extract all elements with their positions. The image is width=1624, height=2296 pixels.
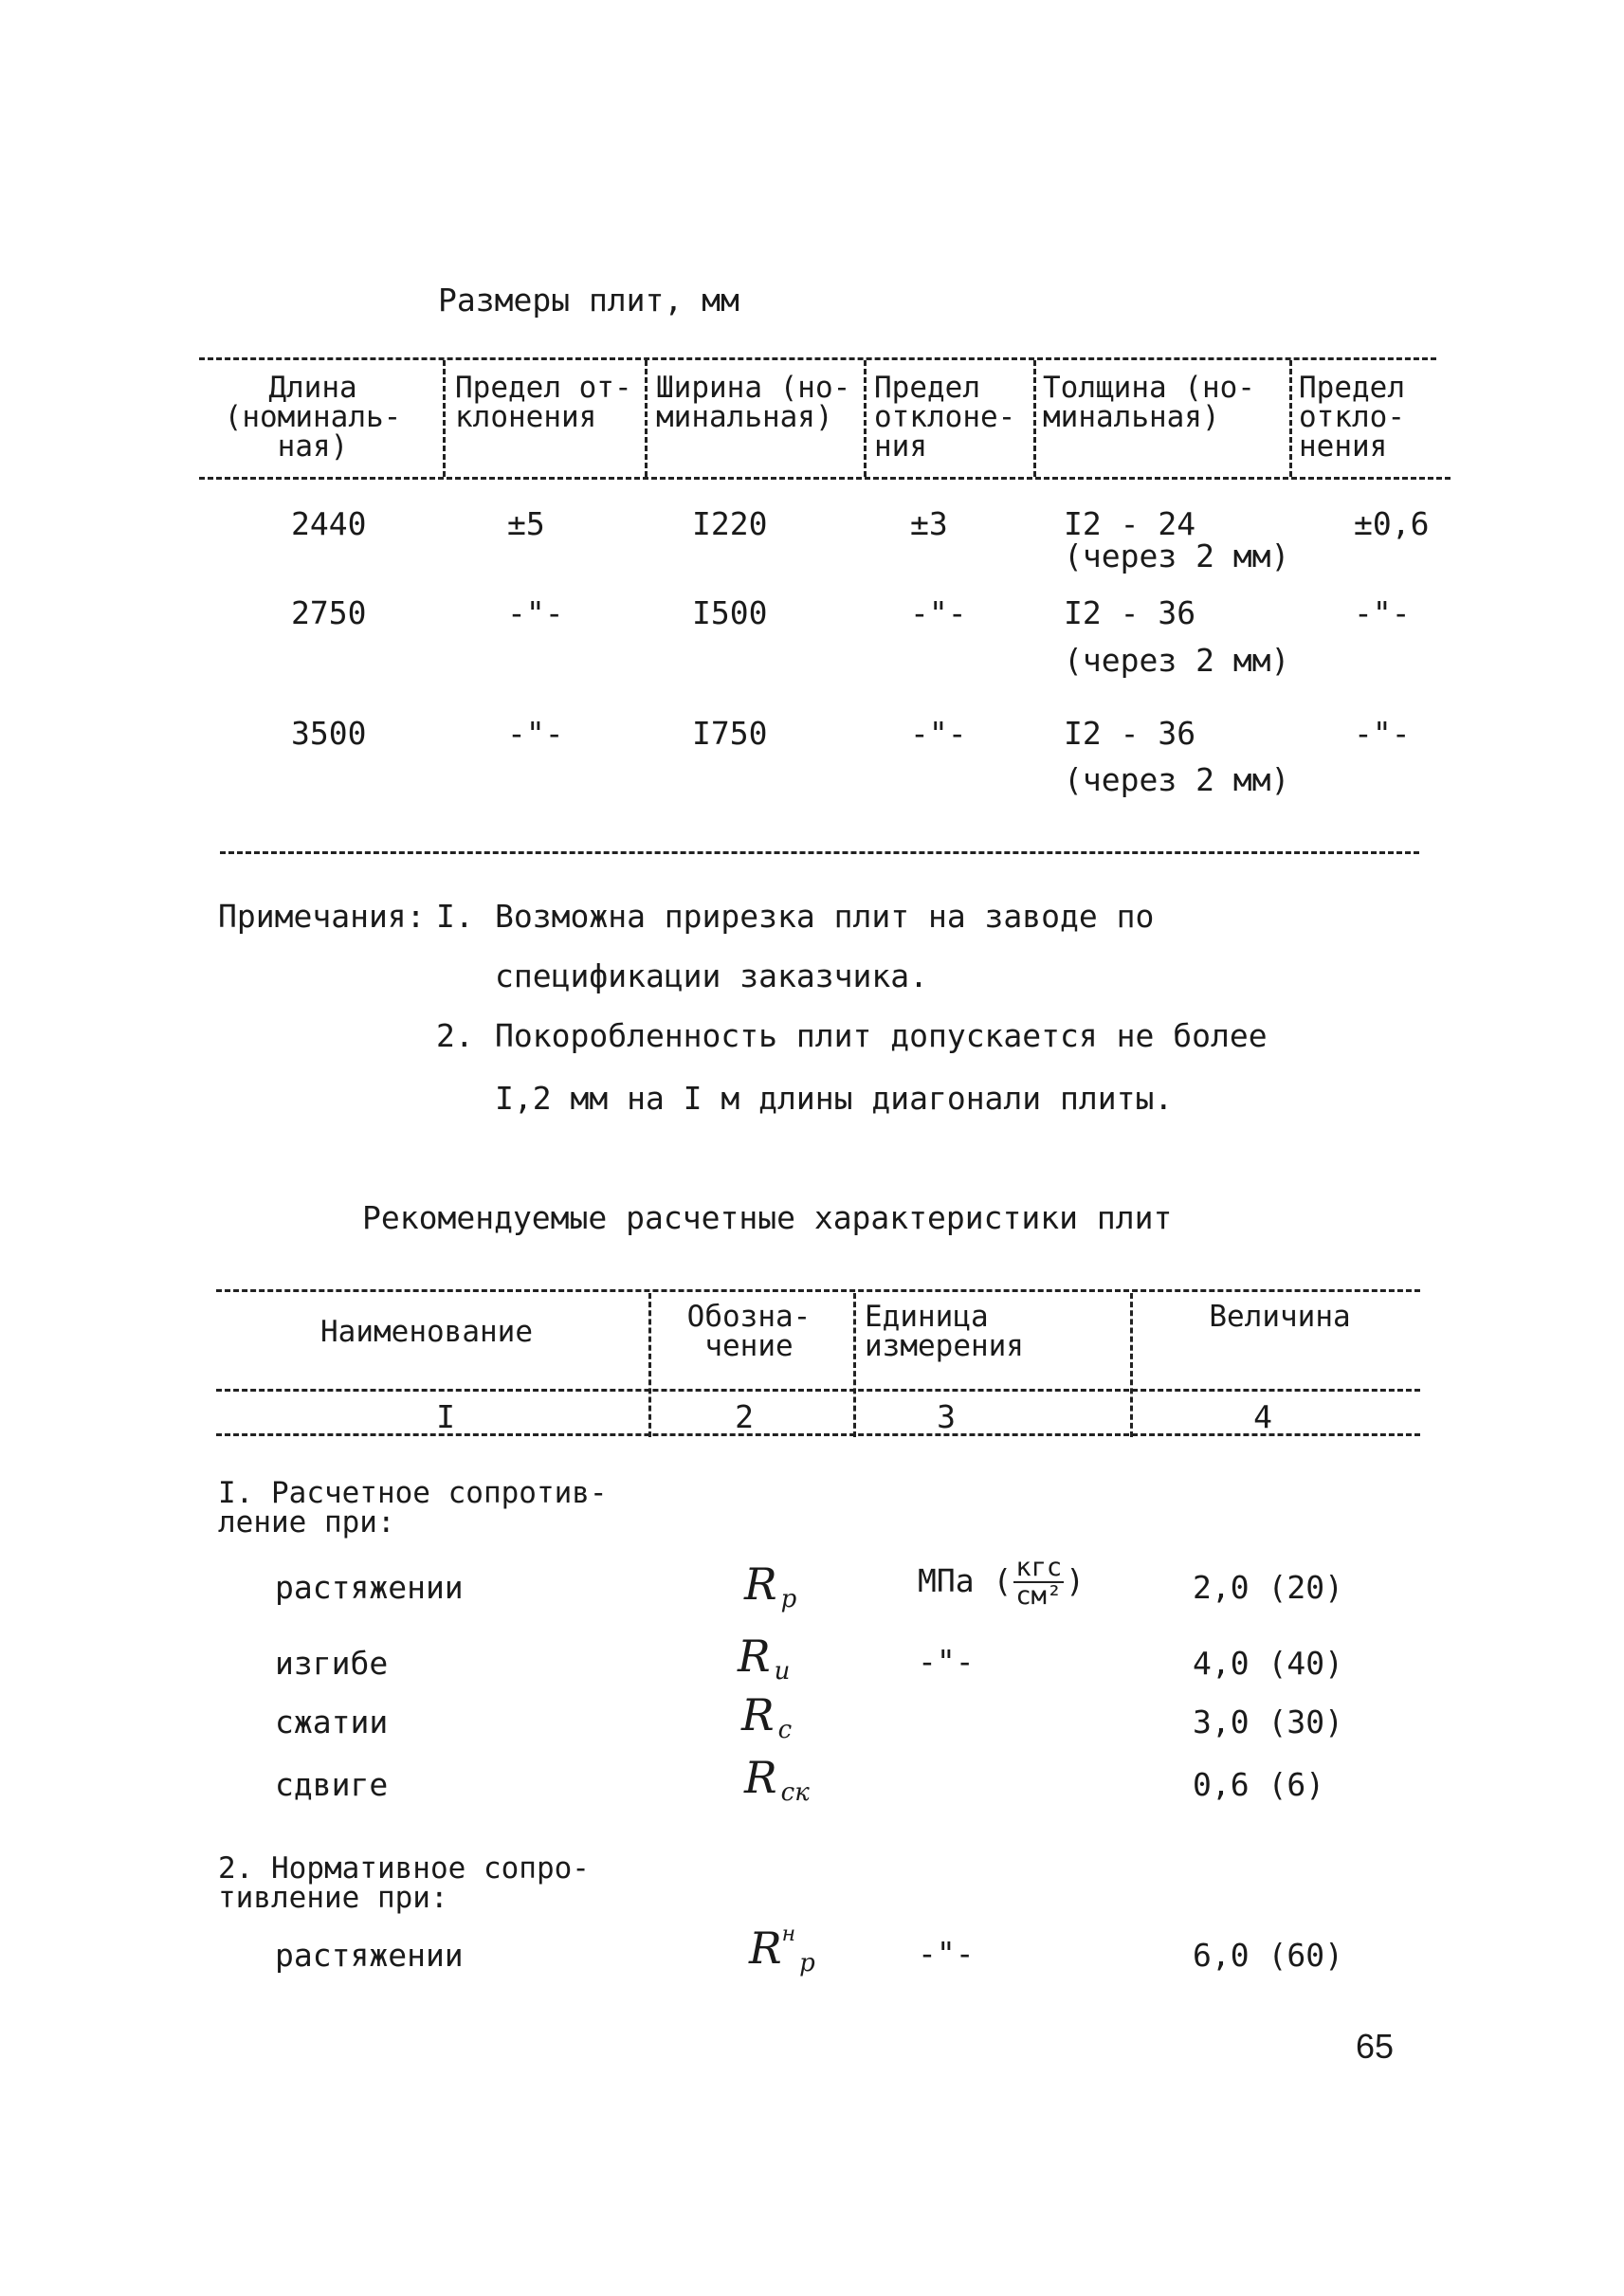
table-cell: 2440	[291, 505, 367, 542]
table-cell: (через 2 мм)	[1064, 761, 1290, 798]
property-value: 3,0 (30)	[1193, 1704, 1343, 1740]
table1-bottom-rule	[220, 851, 1419, 854]
table-cell: -"-	[507, 715, 564, 752]
table-cell: I750	[692, 715, 768, 752]
property-name: растяжении	[275, 1569, 464, 1606]
table-cell: -"-	[1354, 594, 1411, 631]
note-number: I.	[436, 898, 474, 935]
table1-col-divider	[1033, 360, 1036, 477]
property-value: 0,6 (6)	[1193, 1766, 1325, 1803]
table2-col-divider	[1130, 1293, 1133, 1437]
note-line: I,2 мм на I м длины диагонали плиты.	[495, 1080, 1174, 1117]
table-cell: -"-	[507, 594, 564, 631]
table-cell: I220	[692, 505, 768, 542]
table-cell: -"-	[910, 594, 967, 631]
table-cell: I2 - 24	[1064, 505, 1196, 542]
table-cell: -"-	[910, 715, 967, 752]
notes-label: Примечания:	[218, 898, 426, 935]
property-name: сжатии	[275, 1704, 389, 1740]
property-value: 4,0 (40)	[1193, 1645, 1343, 1682]
table-cell: I500	[692, 594, 768, 631]
property-symbol: R $_р$	[744, 1558, 797, 1613]
table-cell: ±5	[507, 505, 545, 542]
table1-top-rule	[199, 357, 1436, 360]
table1-header-thickness-dev: Предел откло- нения	[1299, 371, 1405, 464]
table1-col-divider	[864, 360, 867, 477]
table2-col-divider	[648, 1293, 651, 1437]
table2-header-rule	[216, 1389, 1420, 1392]
note-number: 2.	[436, 1017, 474, 1054]
table-cell: I2 - 36	[1064, 594, 1196, 631]
table1-header-length: Длина (номиналь- ная)	[224, 371, 402, 464]
table1-header-rule	[199, 477, 1451, 480]
column-number: 3	[937, 1398, 956, 1435]
property-unit: -"-	[918, 1935, 975, 1972]
table1-header-thickness: Толщина (но- минальная)	[1043, 371, 1255, 434]
table-cell: ±0,6	[1354, 505, 1430, 542]
table1-col-divider	[645, 360, 648, 477]
property-unit: МПа ( $\frac{\text{кгс}}{\text{см²}}$ )	[918, 1553, 1085, 1612]
table1-header-width-dev: Предел отклоне- ния	[874, 371, 1016, 464]
table2-title: Рекомендуемые расчетные характеристики плит	[362, 1199, 1173, 1236]
property-value: 2,0 (20)	[1193, 1569, 1343, 1606]
property-name: растяжении	[275, 1937, 464, 1974]
property-value: 6,0 (60)	[1193, 1937, 1343, 1974]
column-number: 2	[735, 1398, 754, 1435]
section-title: 2. Нормативное сопро- тивление при:	[218, 1851, 590, 1915]
table1-col-divider	[1289, 360, 1292, 477]
table2-header-unit: Единица измерения	[865, 1300, 1024, 1363]
section-title: I. Расчетное сопротив- ление при:	[218, 1476, 608, 1540]
property-name: сдвиге	[275, 1766, 389, 1803]
table1-col-divider	[443, 360, 446, 477]
table-cell: -"-	[1354, 715, 1411, 752]
table-cell: ±3	[910, 505, 948, 542]
table-cell: 2750	[291, 594, 367, 631]
page-number: 65	[1356, 2027, 1395, 2066]
note-line: Возможна прирезка плит на заводе по	[495, 898, 1155, 935]
property-symbol: R $_{ск}$	[744, 1752, 810, 1807]
column-number: 4	[1253, 1398, 1272, 1435]
table-cell: (через 2 мм)	[1064, 642, 1290, 679]
table-cell: I2 - 36	[1064, 715, 1196, 752]
table2-col-divider	[853, 1293, 856, 1437]
table-cell: 3500	[291, 715, 367, 752]
property-unit: -"-	[918, 1643, 975, 1680]
table2-header-value: Величина	[1209, 1300, 1351, 1334]
table1-header-width: Ширина (но- минальная)	[656, 371, 851, 434]
table1-header-length-dev: Предел от- клонения	[455, 371, 632, 434]
note-line: Покоробленность плит допускается не более	[495, 1017, 1268, 1054]
table2-top-rule	[216, 1289, 1420, 1292]
table2-header-symbol: Обозна- чение	[686, 1300, 812, 1363]
table2-number-rule	[216, 1433, 1420, 1436]
table-cell: (через 2 мм)	[1064, 538, 1290, 574]
note-line: спецификации заказчика.	[495, 957, 928, 994]
column-number: I	[436, 1398, 455, 1435]
property-symbol: R $_с$	[741, 1689, 793, 1744]
property-name: изгибе	[275, 1645, 389, 1682]
property-symbol: R $_и$	[738, 1631, 791, 1686]
table1-title: Размеры плит, мм	[438, 282, 739, 319]
property-symbol: $R^н_р$	[749, 1922, 815, 1977]
table2-header-name: Наименование	[320, 1315, 533, 1349]
unit-fraction: $\frac{\text{кгс}}{\text{см²}}$	[1015, 1553, 1063, 1612]
